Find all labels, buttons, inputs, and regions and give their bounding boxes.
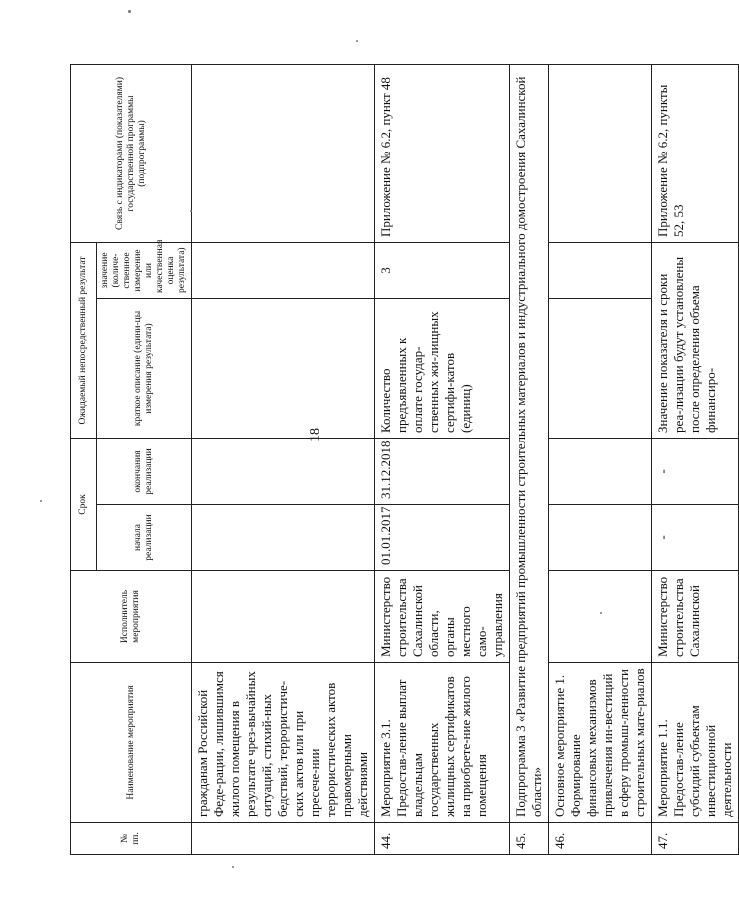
row-link: Приложение № 6.2, пункт 48 xyxy=(375,64,510,242)
row-desc xyxy=(549,298,652,438)
scan-speck xyxy=(190,210,192,212)
row-end: 31.12.2018 xyxy=(375,438,510,504)
row-num: 44. xyxy=(375,823,510,855)
row-name: Мероприятие 1.1. Предостав-ление субсидий субъектам инвестиционной деятельности xyxy=(652,663,739,823)
scan-speck xyxy=(356,40,358,42)
row-link xyxy=(192,64,375,242)
row-name: Мероприятие 3.1. Предостав-ление выплат владельцам государственных жилищных сертификатов на приобрете-ние жилого помещения xyxy=(375,663,510,823)
row-desc: Значение показателя и сроки реа-лизации будут установлены после определения объема финансиро- xyxy=(652,242,739,438)
row-executor: Министерство строительства Сахалинской xyxy=(652,571,739,663)
row-num: 45. xyxy=(510,823,549,855)
rotated-table-container xyxy=(70,65,734,855)
row-executor: Министерство строительства Сахалинской области, органы местного само-управления xyxy=(375,571,510,663)
header-result-desc: краткое описание (едини-цы измерения результата) xyxy=(97,298,192,438)
row-link xyxy=(549,64,652,242)
row-value: 3 xyxy=(375,242,510,298)
row-end: - xyxy=(652,438,739,504)
row-start: 01.01.2017 xyxy=(375,505,510,571)
header-row-1 xyxy=(71,64,97,854)
row-executor xyxy=(192,571,375,663)
page-number: 18 xyxy=(308,428,323,442)
row-num: 47. xyxy=(652,823,739,855)
table-row xyxy=(549,64,652,854)
row-name: Основное мероприятие 1. Формирование финансовых механизмов привлечения ин-вестиций в сферу промыш-ленности строительных мате-риалов xyxy=(549,663,652,823)
header-executor: Исполнитель мероприятия xyxy=(71,571,192,663)
row-value xyxy=(192,242,375,298)
header-term-end: окончания реализации xyxy=(97,438,192,504)
row-name: гражданам Российской Феде-рации, лишившимся жилого помещения в результате чрез-вычайных ситуаций, стихий-ных бедствий, террористиче-ских актов или при пресече-нии террористических актов правомерными действиями xyxy=(192,663,375,823)
scan-speck xyxy=(128,10,131,13)
row-end xyxy=(192,438,375,504)
row-link: Приложение № 6.2, пункты 52, 53 xyxy=(652,64,739,242)
header-result-value: значение (количе-ственное измерение или качественная оценка результата) xyxy=(97,242,192,298)
row-desc xyxy=(192,298,375,438)
scan-speck xyxy=(40,500,42,502)
activities-table xyxy=(70,64,739,855)
table-row xyxy=(375,64,510,854)
scan-speck xyxy=(232,866,234,868)
row-start xyxy=(549,505,652,571)
row-num xyxy=(192,823,375,855)
row-executor xyxy=(549,571,652,663)
row-num: 46. xyxy=(549,823,652,855)
header-result: Ожидаемый непосредственный результат xyxy=(71,242,97,438)
table-row xyxy=(652,64,739,854)
row-end xyxy=(549,438,652,504)
row-value xyxy=(549,242,652,298)
subprogram-title: Подпрограмма 3 «Развитие предприятий промышленности строительных материалов и индустриального домостроения Сахалинской области» xyxy=(510,64,549,822)
header-num: № пп. xyxy=(71,823,192,855)
table-row-subprogram xyxy=(510,64,549,854)
row-start xyxy=(192,505,375,571)
header-term: Срок xyxy=(71,438,97,570)
scan-speck xyxy=(600,612,602,614)
row-start: - xyxy=(652,505,739,571)
row-desc: Количество предъявленных к оплате государ-ственных жи-лищных сертифи-катов (единиц) xyxy=(375,298,510,438)
table-row xyxy=(192,64,375,854)
header-name: Наименование мероприятия xyxy=(71,663,192,823)
header-link: Связь с индикаторами (показателями) государственной программы (подпрограммы) xyxy=(71,64,192,242)
header-term-start: начала реализации xyxy=(97,505,192,571)
